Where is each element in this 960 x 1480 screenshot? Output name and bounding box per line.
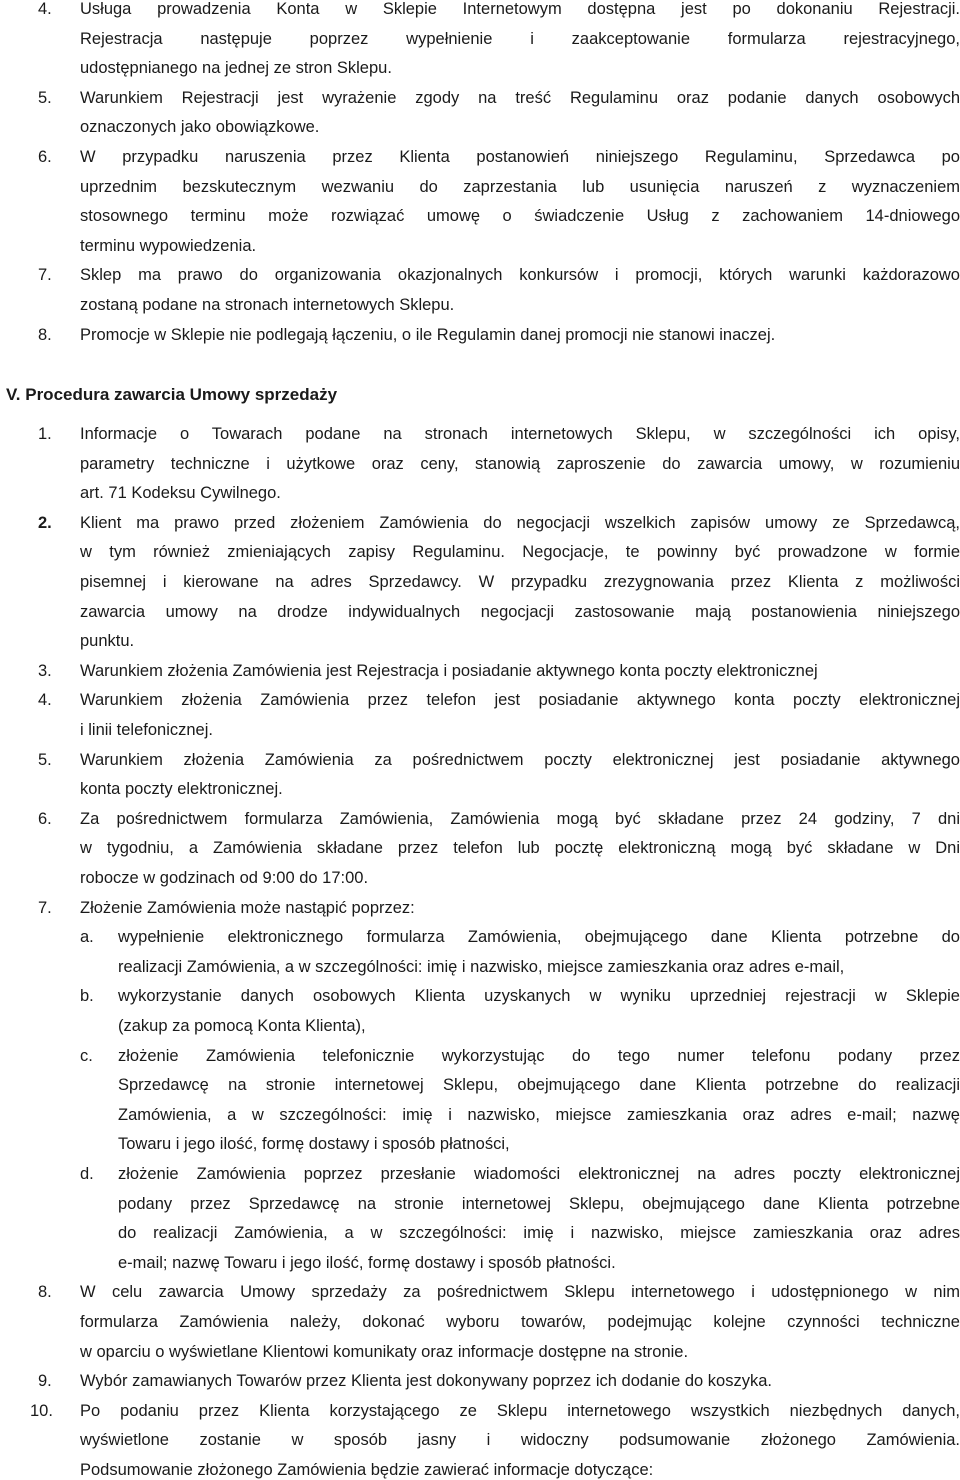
- text-line: Po podaniu przez Klienta korzystającego ze Sklepu internetowego wszystkich niezbędnych danych,: [80, 1401, 960, 1420]
- text-line: Za pośrednictwem formularza Zamówienia, Zamówienia mogą być składane przez 24 godziny, 7 dni: [80, 809, 960, 828]
- list-number: 4.: [38, 0, 52, 18]
- text-line: oznaczonych jako obowiązkowe.: [80, 118, 320, 137]
- text-line: zostaną podane na stronach internetowych Sklepu.: [80, 295, 455, 314]
- text-line: Warunkiem złożenia Zamówienia za pośrednictwem poczty elektronicznej jest posiadanie aktywnego: [80, 750, 960, 769]
- list-number: 10.: [30, 1401, 53, 1420]
- text-line: Sklep ma prawo do organizowania okazjonalnych konkursów i promocji, których warunki każdorazowo: [80, 266, 960, 285]
- text-line: uprzednim bezskutecznym wezwaniu do zaprzestania lub usunięcia naruszeń z wyznaczeniem: [80, 177, 960, 196]
- text-line: robocze w godzinach od 9:00 do 17:00.: [80, 868, 369, 887]
- list-number: 8.: [38, 1283, 52, 1302]
- text-line: realizacji Zamówienia, a w szczególności: imię i nazwisko, miejsce zamieszkania oraz adres e-mail,: [118, 957, 845, 976]
- text-line: złożenie Zamówienia telefonicznie wykorzystując do tego numer telefonu podany przez: [118, 1046, 960, 1065]
- text-line: Promocje w Sklepie nie podlegają łączeniu, o ile Regulamin danej promocji nie stanowi inaczej.: [80, 325, 776, 344]
- text-line: wykorzystanie danych osobowych Klienta uzyskanych w wyniku uprzedniej rejestracji w Sklepie: [118, 987, 960, 1006]
- text-line: Warunkiem złożenia Zamówienia przez telefon jest posiadanie aktywnego konta poczty elektronicznej: [80, 691, 960, 710]
- list-number: 9.: [38, 1372, 52, 1391]
- text-line: formularza Zamówienia należy, dokonać wyboru towarów, podejmując kolejne czynności techniczne: [80, 1312, 960, 1331]
- list-number: 4.: [38, 691, 52, 710]
- text-line: Zamówienia, a w szczególności: imię i nazwisko, miejsce zamieszkania oraz adres e-mail; nazwę: [118, 1105, 960, 1124]
- list-number: 3.: [38, 661, 52, 680]
- text-line: w tym również zmieniających zapisy Regulaminu. Negocjacje, te powinny być prowadzone w formie: [80, 543, 960, 562]
- list-number: 5.: [38, 750, 52, 769]
- text-line: Informacje o Towarach podane na stronach internetowych Sklepu, w szczególności ich opisy,: [80, 425, 960, 443]
- text-line: parametry techniczne i użytkowe oraz ceny, stanowią zaproszenie do zawarcia umowy, w rozumieniu: [80, 454, 960, 473]
- text-line: w tygodniu, a Zamówienia składane przez telefon lub pocztę elektroniczną mogą być składane w Dni: [80, 839, 960, 858]
- text-line: e-mail; nazwę Towaru i jego ilość, formę dostawy i sposób płatności.: [118, 1253, 616, 1272]
- text-line: Warunkiem Rejestracji jest wyrażenie zgody na treść Regulaminu oraz podanie danych osobowych: [80, 88, 960, 107]
- text-line: pisemnej i kierowane na adres Sprzedawcy. W przypadku zrezygnowania przez Klienta z możliwości: [80, 572, 960, 591]
- text-line: art. 71 Kodeksu Cywilnego.: [80, 484, 281, 503]
- text-line: i linii telefonicznej.: [80, 720, 213, 739]
- text-line: Złożenie Zamówienia może nastąpić poprzez:: [80, 898, 415, 917]
- list-number: b.: [80, 987, 94, 1006]
- text-line: zawarcia umowy na drodze indywidualnych negocjacji zastosowanie mają postanowienia niniejszego: [80, 602, 960, 621]
- text-line: W przypadku naruszenia przez Klienta postanowień niniejszego Regulaminu, Sprzedawca po: [80, 148, 960, 166]
- list-number: 2.: [38, 513, 52, 532]
- text-line: wyświetlone zostanie w sposób jasny i widoczny podsumowanie złożonego Zamówienia.: [80, 1431, 960, 1450]
- text-line: konta poczty elektronicznej.: [80, 780, 283, 799]
- list-number: 8.: [38, 325, 52, 344]
- list-number: 7.: [38, 266, 52, 285]
- text-line: Warunkiem złożenia Zamówienia jest Rejestracja i posiadanie aktywnego konta poczty elektronicznej: [80, 661, 818, 680]
- section-heading: V. Procedura zawarcia Umowy sprzedaży: [6, 385, 338, 404]
- list-number: d.: [80, 1165, 94, 1183]
- text-line: udostępnianego na jednej ze stron Sklepu.: [80, 59, 392, 78]
- text-line: Sprzedawcę na stronie internetowej Sklepu, obejmującego dane Klienta potrzebne do realizacji: [118, 1076, 960, 1095]
- text-line: podany przez Sprzedawcę na stronie internetowej Sklepu, obejmującego dane Klienta potrzebne: [118, 1194, 960, 1213]
- text-line: Podsumowanie złożonego Zamówienia będzie zawierać informacje dotyczące:: [80, 1460, 654, 1479]
- text-line: do realizacji Zamówienia, a w szczególności: imię i nazwisko, miejsce zamieszkania oraz adres: [118, 1224, 960, 1243]
- text-line: W celu zawarcia Umowy sprzedaży za pośrednictwem Sklepu internetowego i udostępnionego w nim: [80, 1283, 960, 1302]
- text-line: wypełnienie elektronicznego formularza Zamówienia, obejmującego dane Klienta potrzebne do: [118, 928, 960, 947]
- text-line: Usługa prowadzenia Konta w Sklepie Internetowym dostępna jest po dokonaniu Rejestracji.: [80, 0, 960, 18]
- text-line: (zakup za pomocą Konta Klienta),: [118, 1016, 366, 1035]
- text-line: terminu wypowiedzenia.: [80, 236, 257, 255]
- list-number: 6.: [38, 809, 52, 828]
- text-line: stosownego terminu może rozwiązać umowę o świadczenie Usług z zachowaniem 14-dniowego: [80, 207, 960, 226]
- text-line: złożenie Zamówienia poprzez przesłanie wiadomości elektronicznej na adres poczty elektronicznej: [118, 1165, 960, 1183]
- list-number: 5.: [38, 88, 52, 107]
- text-line: w oparciu o wyświetlane Klientowi komunikaty oraz informacje dostępne na stronie.: [80, 1342, 689, 1361]
- text-line: punktu.: [80, 632, 135, 651]
- text-line: Towaru i jego ilość, formę dostawy i sposób płatności,: [118, 1135, 510, 1154]
- text-line: Klient ma prawo przed złożeniem Zamówienia do negocjacji wszelkich zapisów umowy ze Sprzedawcą,: [80, 513, 960, 532]
- text-line: Rejestracja następuje poprzez wypełnienie i zaakceptowanie formularza rejestracyjnego,: [80, 29, 960, 48]
- text-line: Wybór zamawianych Towarów przez Klienta jest dokonywany poprzez ich dodanie do koszyka.: [80, 1372, 772, 1391]
- list-number: c.: [80, 1046, 93, 1065]
- list-number: 7.: [38, 898, 52, 917]
- list-number: 6.: [38, 148, 52, 166]
- list-number: 1.: [38, 425, 52, 443]
- list-number: a.: [80, 928, 94, 947]
